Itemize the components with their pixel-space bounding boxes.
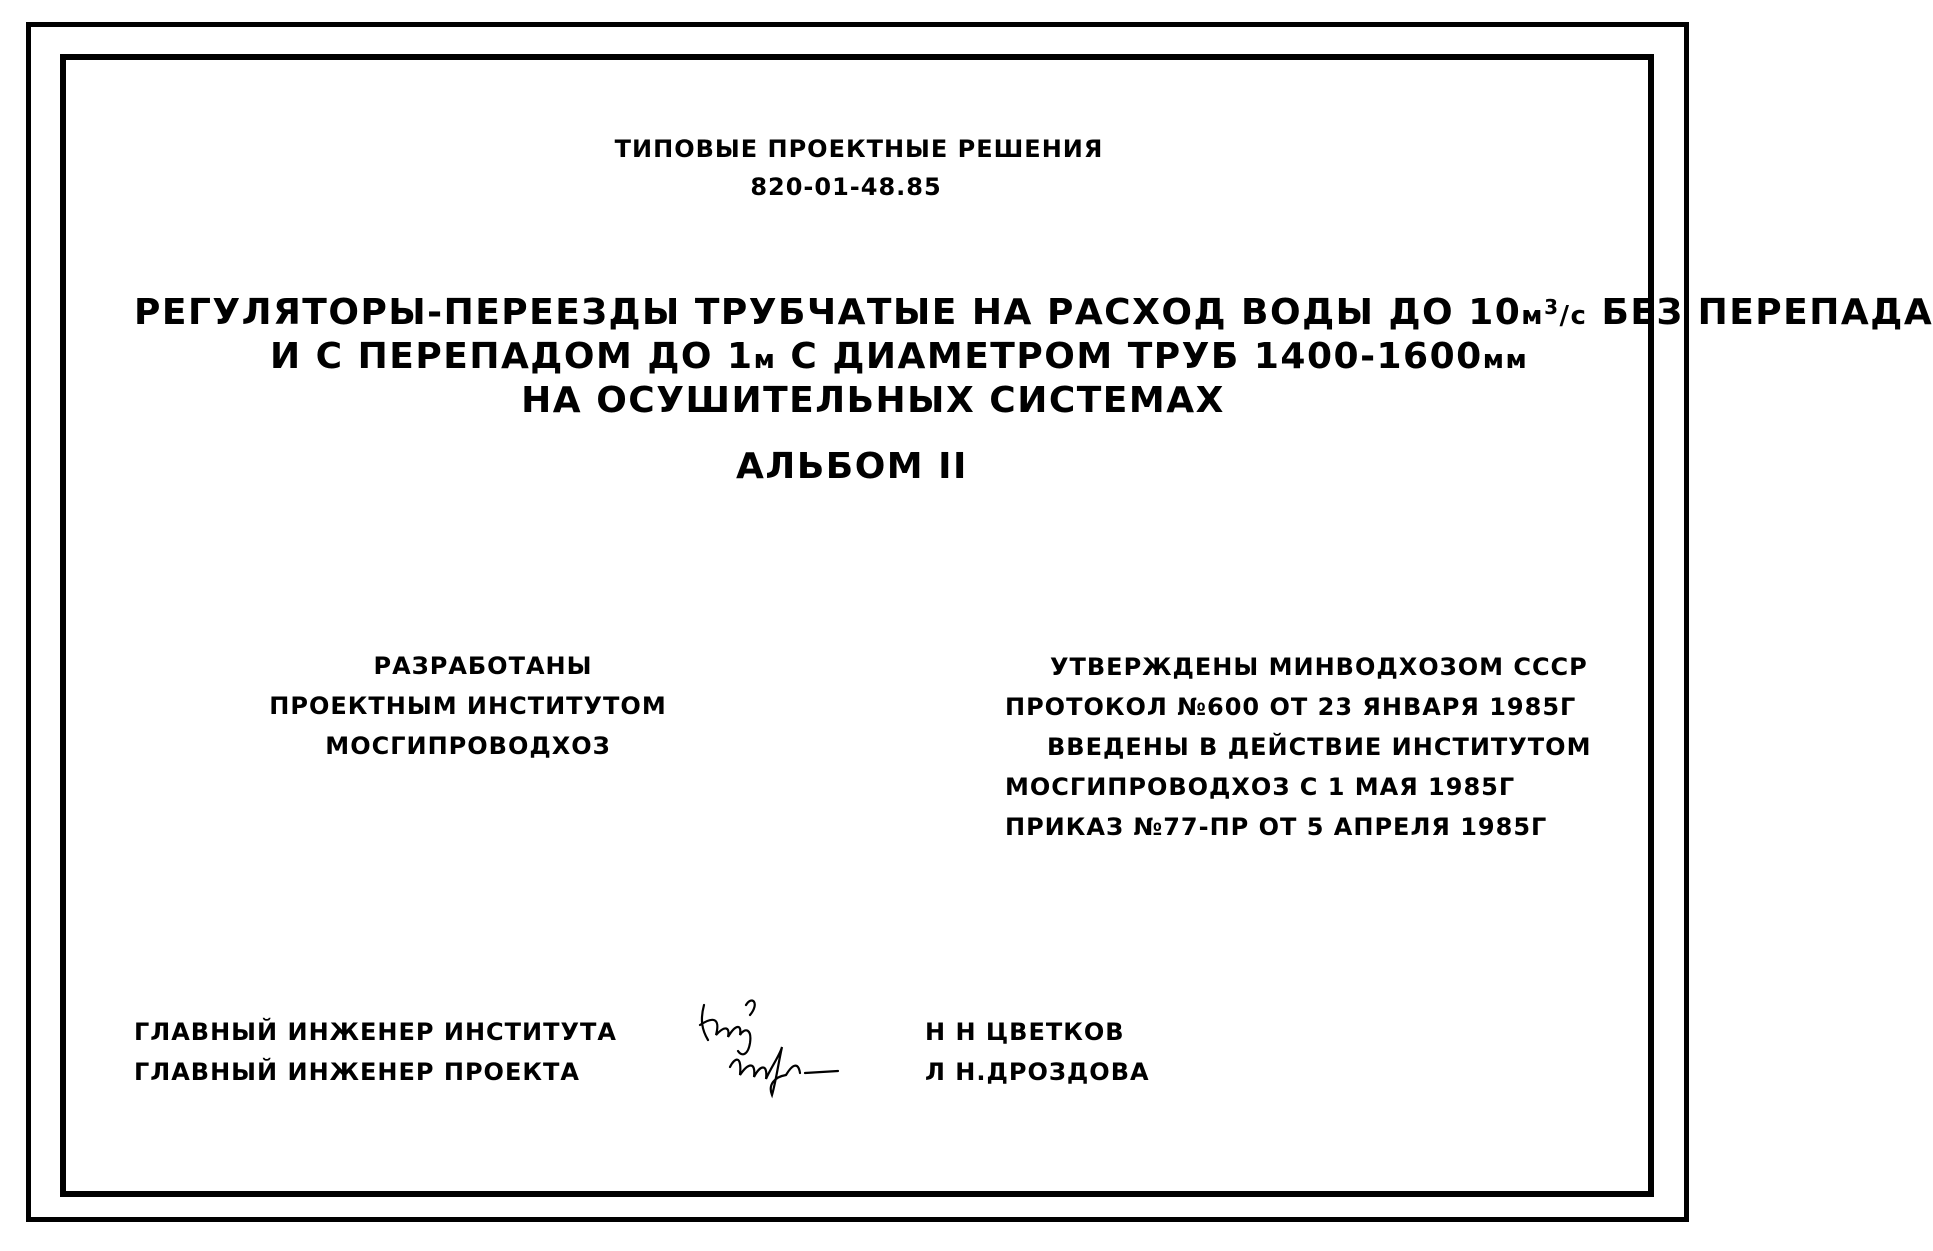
role-chief-engineer-project: ГЛАВНЫЙ ИНЖЕНЕР ПРОЕКТА <box>134 1058 580 1086</box>
role-chief-engineer-institute: ГЛАВНЫЙ ИНЖЕНЕР ИНСТИТУТА <box>134 1018 617 1046</box>
developed-by-line-1: РАЗРАБОТАНЫ <box>373 652 593 680</box>
album-number: АЛЬБОМ II <box>736 446 968 487</box>
main-title-line-3: НА ОСУШИТЕЛЬНЫХ СИСТЕМАХ <box>521 380 1225 421</box>
approved-line-4: МОСГИПРОВОДХОЗ С 1 МАЯ 1985Г <box>1005 773 1516 801</box>
main-title-line-2-tail: С ДИАМЕТРОМ ТРУБ 1400-1600 <box>776 336 1483 377</box>
developed-by-line-3: МОСГИПРОВОДХОЗ <box>325 732 611 760</box>
main-title-line-1-tail: БЕЗ ПЕРЕПАДА <box>1587 292 1933 333</box>
document-code: 820-01-48.85 <box>750 173 942 201</box>
unit-cubic-meter: м <box>1521 301 1545 331</box>
unit-per-second: /с <box>1559 301 1588 331</box>
name-drozdova: Л Н.ДРОЗДОВА <box>925 1058 1150 1086</box>
series-title: ТИПОВЫЕ ПРОЕКТНЫЕ РЕШЕНИЯ <box>614 135 1104 163</box>
name-tsvetkov: Н Н ЦВЕТКОВ <box>925 1018 1125 1046</box>
unit-meter: м <box>753 345 777 375</box>
approved-line-3: ВВЕДЕНЫ В ДЕЙСТВИЕ ИНСТИТУТОМ <box>1047 733 1592 761</box>
main-title-line-2 <box>270 336 1528 377</box>
developed-by-line-2: ПРОЕКТНЫМ ИНСТИТУТОМ <box>269 692 667 720</box>
approved-line-5: ПРИКАЗ №77-ПР ОТ 5 АПРЕЛЯ 1985Г <box>1005 813 1548 841</box>
main-title-line-1-text: РЕГУЛЯТОРЫ-ПЕРЕЕЗДЫ ТРУБЧАТЫЕ НА РАСХОД ВОДЫ ДО 10 <box>134 292 1522 333</box>
main-title-line-1 <box>134 292 1933 333</box>
approved-line-2: ПРОТОКОЛ №600 ОТ 23 ЯНВАРЯ 1985Г <box>1005 693 1577 721</box>
handwritten-signatures <box>690 985 880 1105</box>
approved-line-1: УТВЕРЖДЕНЫ МИНВОДХОЗОМ СССР <box>1050 653 1588 681</box>
unit-millimeter: мм <box>1482 345 1529 375</box>
main-title-line-2-text: И С ПЕРЕПАДОМ ДО 1 <box>270 336 754 377</box>
unit-superscript-3: 3 <box>1544 295 1560 319</box>
